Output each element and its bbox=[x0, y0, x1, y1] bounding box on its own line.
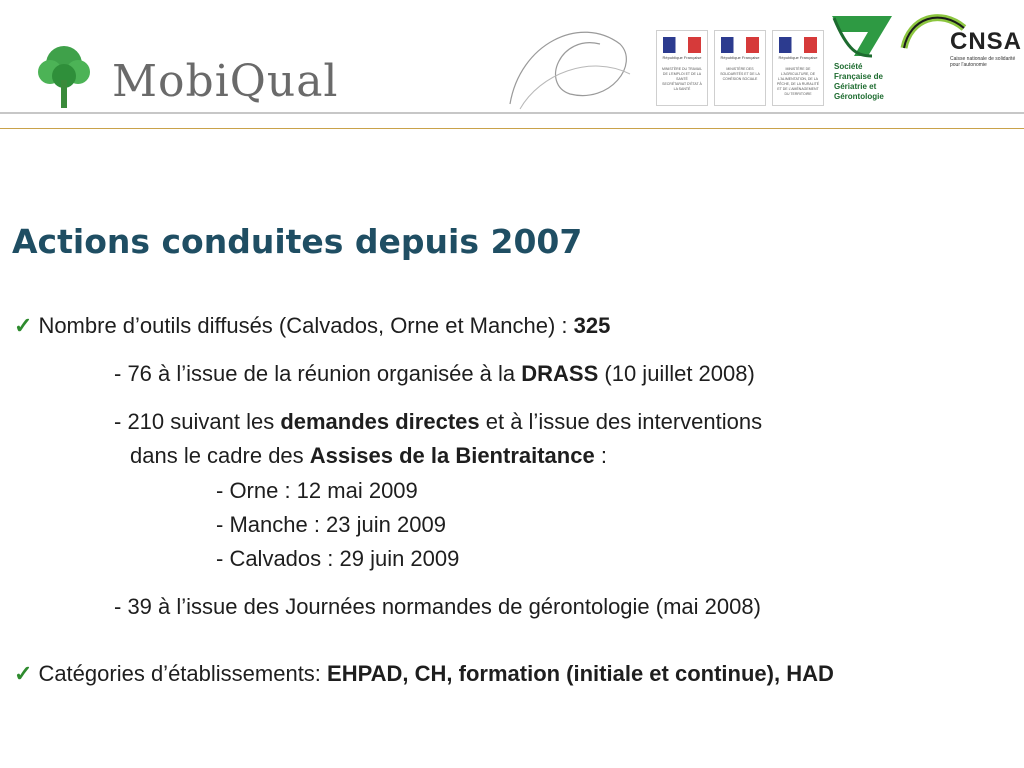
ministry-name: MINISTÈRE DU TRAVAIL DE L'EMPLOI ET DE LA SANTÉ SECRÉTARIAT D'ÉTAT À LA SANTÉ bbox=[661, 67, 703, 91]
sfgg-name: Société Française de Gériatrie et Gérontologie bbox=[834, 62, 884, 101]
checkmark-icon: ✓ bbox=[14, 313, 33, 338]
subitem-demandes: - 210 suivant les demandes directes et à l’issue des interventions bbox=[114, 409, 763, 434]
subitem-assises: dans le cadre des Assises de la Bientraitance : bbox=[130, 443, 607, 468]
french-flag-icon bbox=[779, 37, 817, 53]
bullet-categories: ✓ Catégories d’établissements: EHPAD, CH, formation (initiale et continue), HAD bbox=[14, 661, 834, 686]
ministry-logo-agriculture bbox=[772, 30, 824, 106]
slide-title: Actions conduites depuis 2007 bbox=[12, 222, 583, 261]
checkmark-icon: ✓ bbox=[14, 661, 33, 686]
french-flag-icon bbox=[721, 37, 759, 53]
tree-logo-icon bbox=[28, 40, 100, 112]
slide-header bbox=[0, 0, 1024, 132]
french-flag-icon bbox=[663, 37, 701, 53]
ministry-name: MINISTÈRE DE L'AGRICULTURE, DE L'ALIMENTATION, DE LA PÊCHE, DE LA RURALITÉ ET DE L'AMÉNAGEMENT DU TERRITOIRE bbox=[776, 67, 820, 96]
ministry-logo-solidarity bbox=[714, 30, 766, 106]
ministry-republique: République Française bbox=[720, 55, 760, 60]
bullet-tools-count: ✓ Nombre d’outils diffusés (Calvados, Orne et Manche) : 325 bbox=[14, 313, 611, 338]
date-calvados: - Calvados : 29 juin 2009 bbox=[216, 546, 460, 571]
ministry-republique: République Française bbox=[778, 55, 818, 60]
subitem-drass: - 76 à l’issue de la réunion organisée à la DRASS (10 juillet 2008) bbox=[114, 361, 755, 386]
ministry-name: MINISTÈRE DES SOLIDARITÉS ET DE LA COHÉSION SOCIALE bbox=[720, 67, 760, 81]
decorative-curve-icon bbox=[500, 14, 640, 114]
cnsa-wordmark: CNSA bbox=[950, 28, 1023, 55]
cnsa-subtitle: Caisse nationale de solidarité pour l'autonomie bbox=[950, 56, 1016, 68]
header-rule bbox=[0, 128, 1024, 129]
ministry-logo-labour bbox=[656, 30, 708, 106]
brand-name: MobiQual bbox=[112, 56, 339, 107]
header-divider bbox=[0, 112, 1024, 114]
date-orne: - Orne : 12 mai 2009 bbox=[216, 478, 418, 503]
date-manche: - Manche : 23 juin 2009 bbox=[216, 512, 446, 537]
subitem-journees: - 39 à l’issue des Journées normandes de gérontologie (mai 2008) bbox=[114, 594, 761, 619]
ministry-republique: République Française bbox=[662, 55, 702, 60]
